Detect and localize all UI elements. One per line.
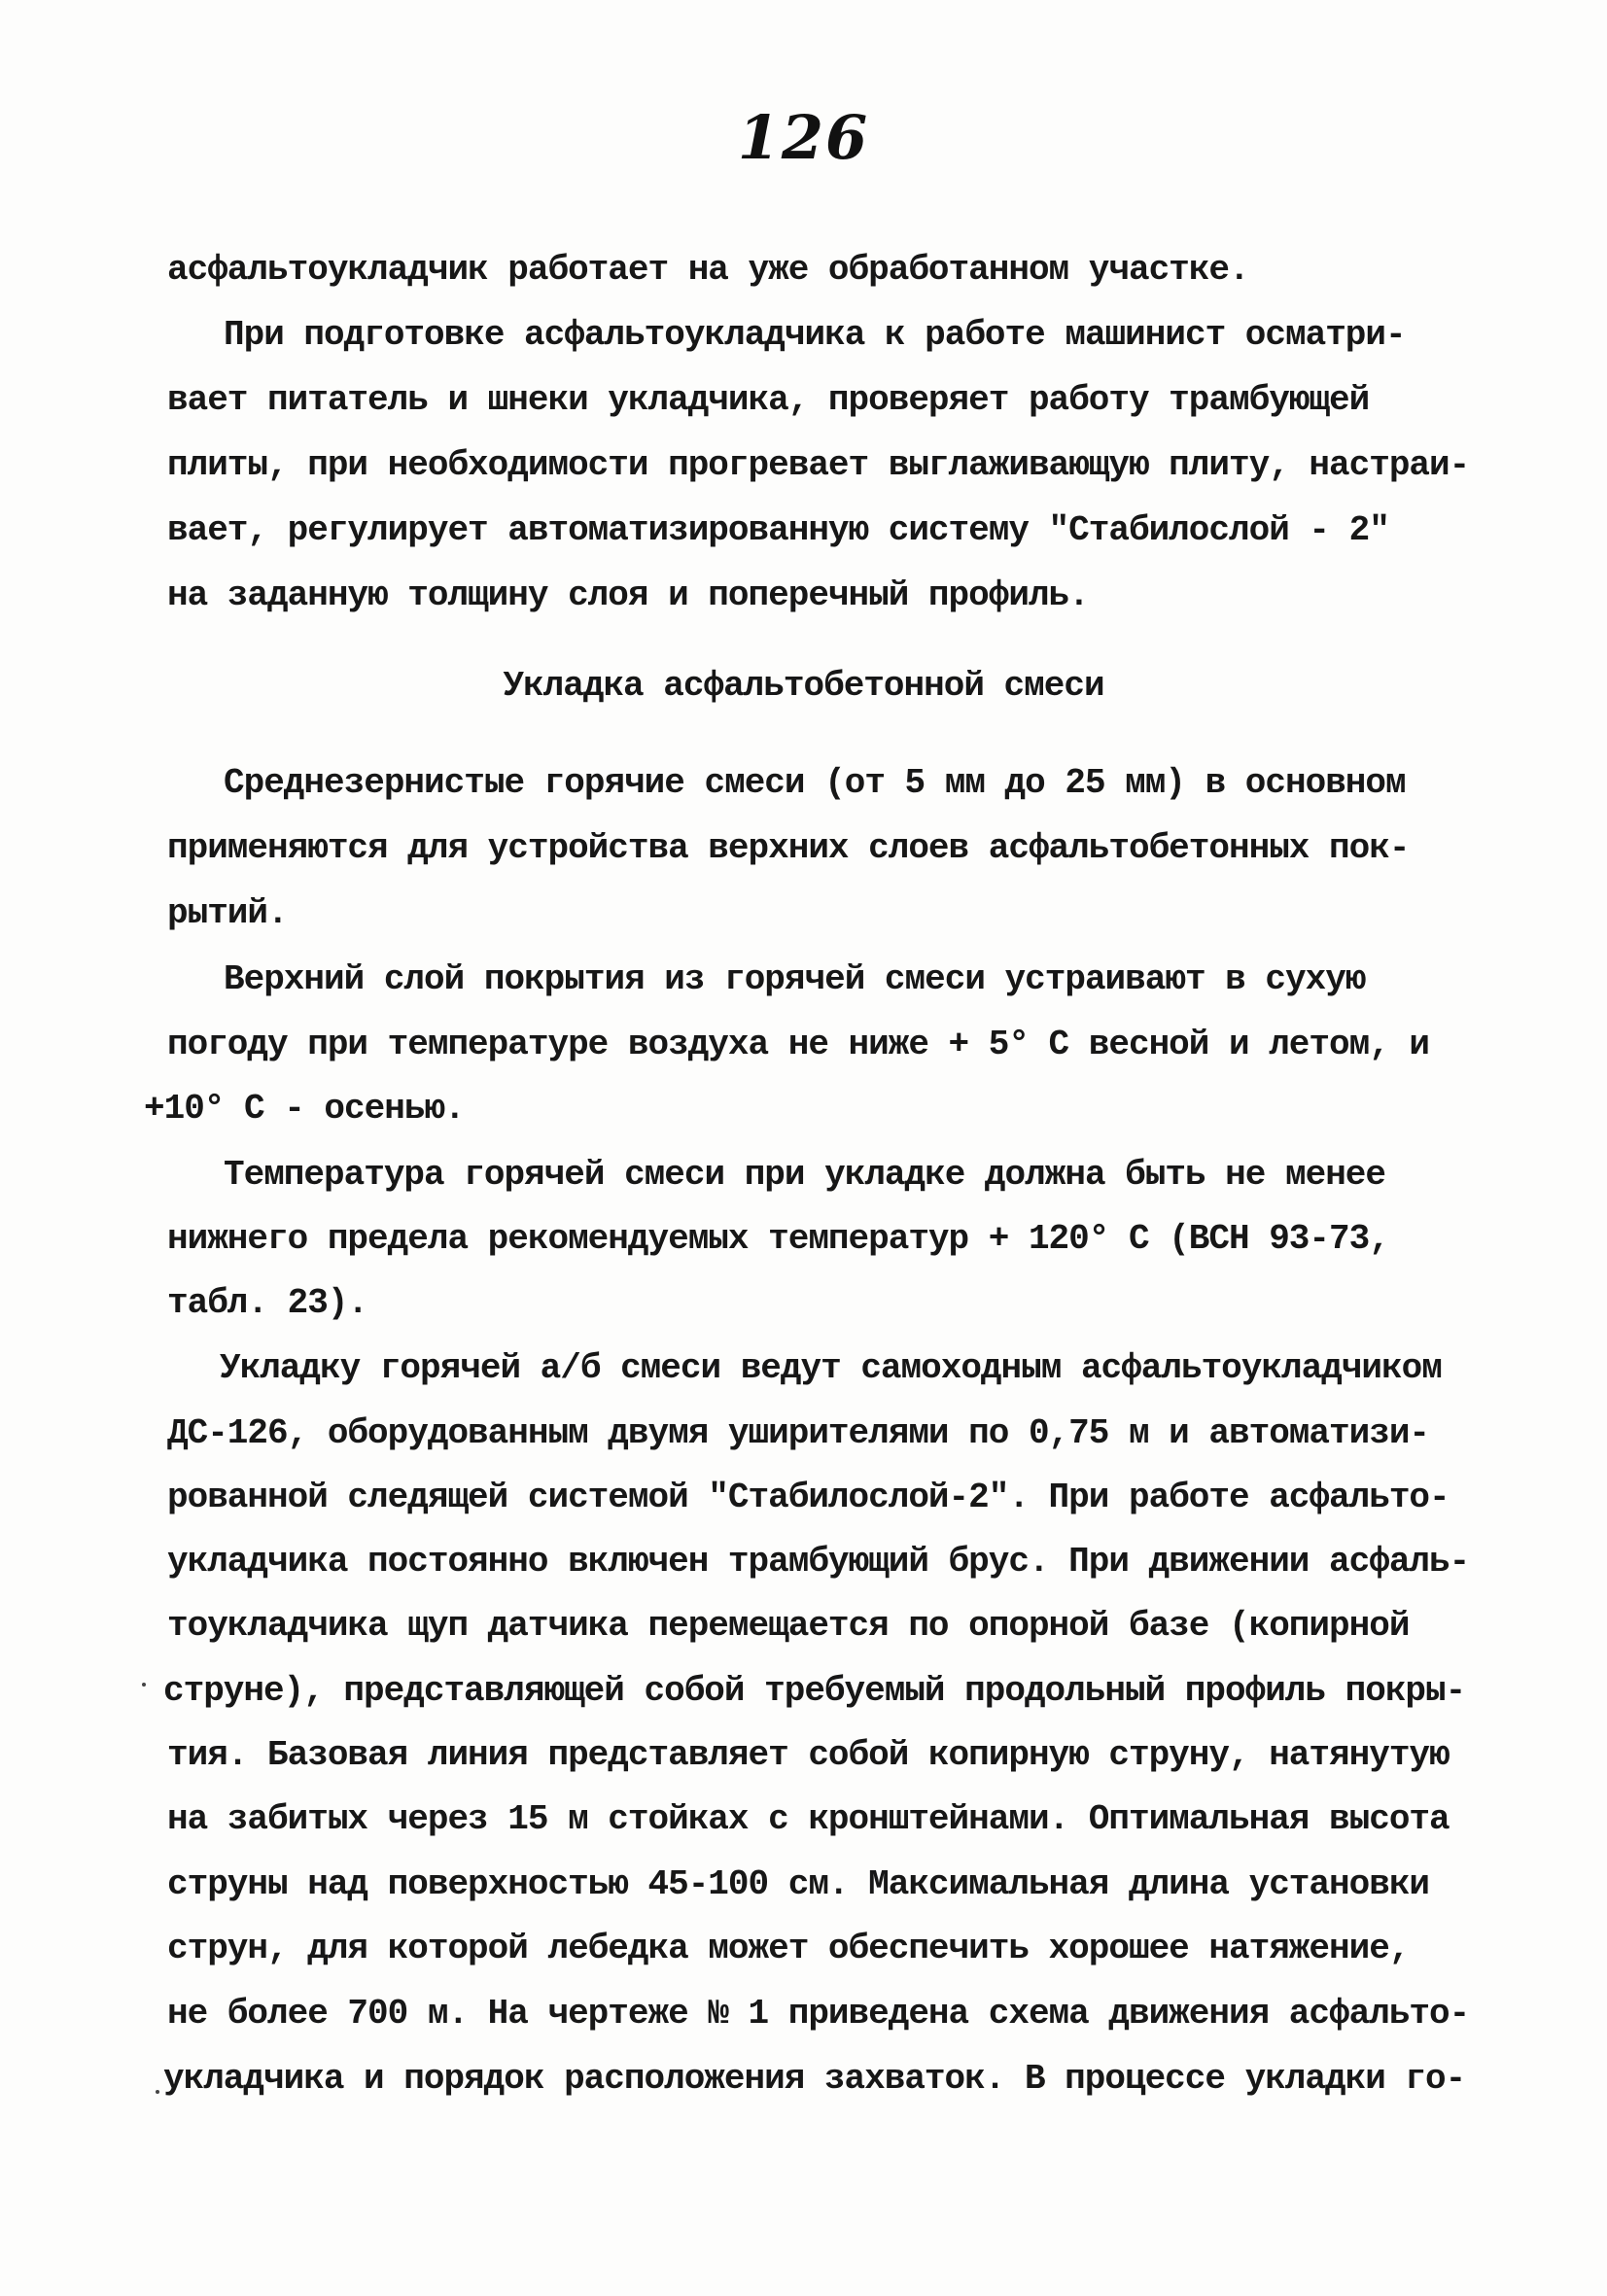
text-line: табл. 23). [167, 1283, 368, 1323]
page-number: 126 [737, 102, 870, 173]
text-line: укладчика и порядок расположения захваток. В процессе укладки го- [163, 2059, 1466, 2099]
text-line: асфальтоукладчик работает на уже обработанном участке. [167, 250, 1249, 290]
text-line: Верхний слой покрытия из горячей смеси устраивают в сухую [224, 959, 1366, 999]
text-line: на забитых через 15 м стойках с кронштейнами. Оптимальная высота [167, 1799, 1450, 1839]
text-line: ДС-126, оборудованным двумя уширителями по 0,75 м и автоматизи- [167, 1413, 1430, 1453]
section-heading: Укладка асфальтобетонной смеси [503, 666, 1104, 706]
text-line: тоукладчика щуп датчика перемещается по опорной базе (копирной [167, 1606, 1410, 1646]
text-line: Температура горячей смеси при укладке должна быть не менее [224, 1155, 1386, 1195]
text-line: применяются для устройства верхних слоев асфальтобетонных пок- [167, 828, 1410, 868]
text-line: тия. Базовая линия представляет собой копирную струну, натянутую [167, 1735, 1450, 1775]
text-line: струны над поверхностью 45-100 см. Максимальная длина установки [167, 1864, 1430, 1904]
text-line: рованной следящей системой "Стабилослой-2". При работе асфальто- [167, 1478, 1450, 1517]
text-line: вает, регулирует автоматизированную систему "Стабилослой - 2" [167, 510, 1389, 550]
text-line: нижнего предела рекомендуемых температур + 120° С (ВСН 93-73, [167, 1219, 1389, 1259]
text-line: погоду при температуре воздуха не ниже + 5° С весной и летом, и [167, 1025, 1430, 1064]
text-line: Среднезернистые горячие смеси (от 5 мм до 25 мм) в основном [224, 763, 1406, 803]
text-line: При подготовке асфальтоукладчика к работе машинист осматри- [224, 315, 1406, 355]
text-line: рытий. [167, 893, 288, 933]
text-line: не более 700 м. На чертеже № 1 приведена схема движения асфальто- [167, 1994, 1470, 2034]
text-line: +10° С - осенью. [144, 1089, 465, 1129]
text-line: Укладку горячей а/б смеси ведут самоходным асфальтоукладчиком [220, 1348, 1442, 1388]
text-line: на заданную толщину слоя и поперечный профиль. [167, 575, 1089, 615]
text-line: струн, для которой лебедка может обеспечить хорошее натяжение, [167, 1929, 1410, 1968]
text-line: плиты, при необходимости прогревает выглаживающую плиту, настраи- [167, 445, 1470, 485]
scan-speck [142, 1683, 146, 1687]
text-line: вает питатель и шнеки укладчика, проверяет работу трамбующей [167, 380, 1370, 420]
text-line: укладчика постоянно включен трамбующий брус. При движении асфаль- [167, 1542, 1470, 1582]
text-line: струне), представляющей собой требуемый продольный профиль покры- [163, 1671, 1466, 1711]
scan-speck [156, 2090, 159, 2094]
